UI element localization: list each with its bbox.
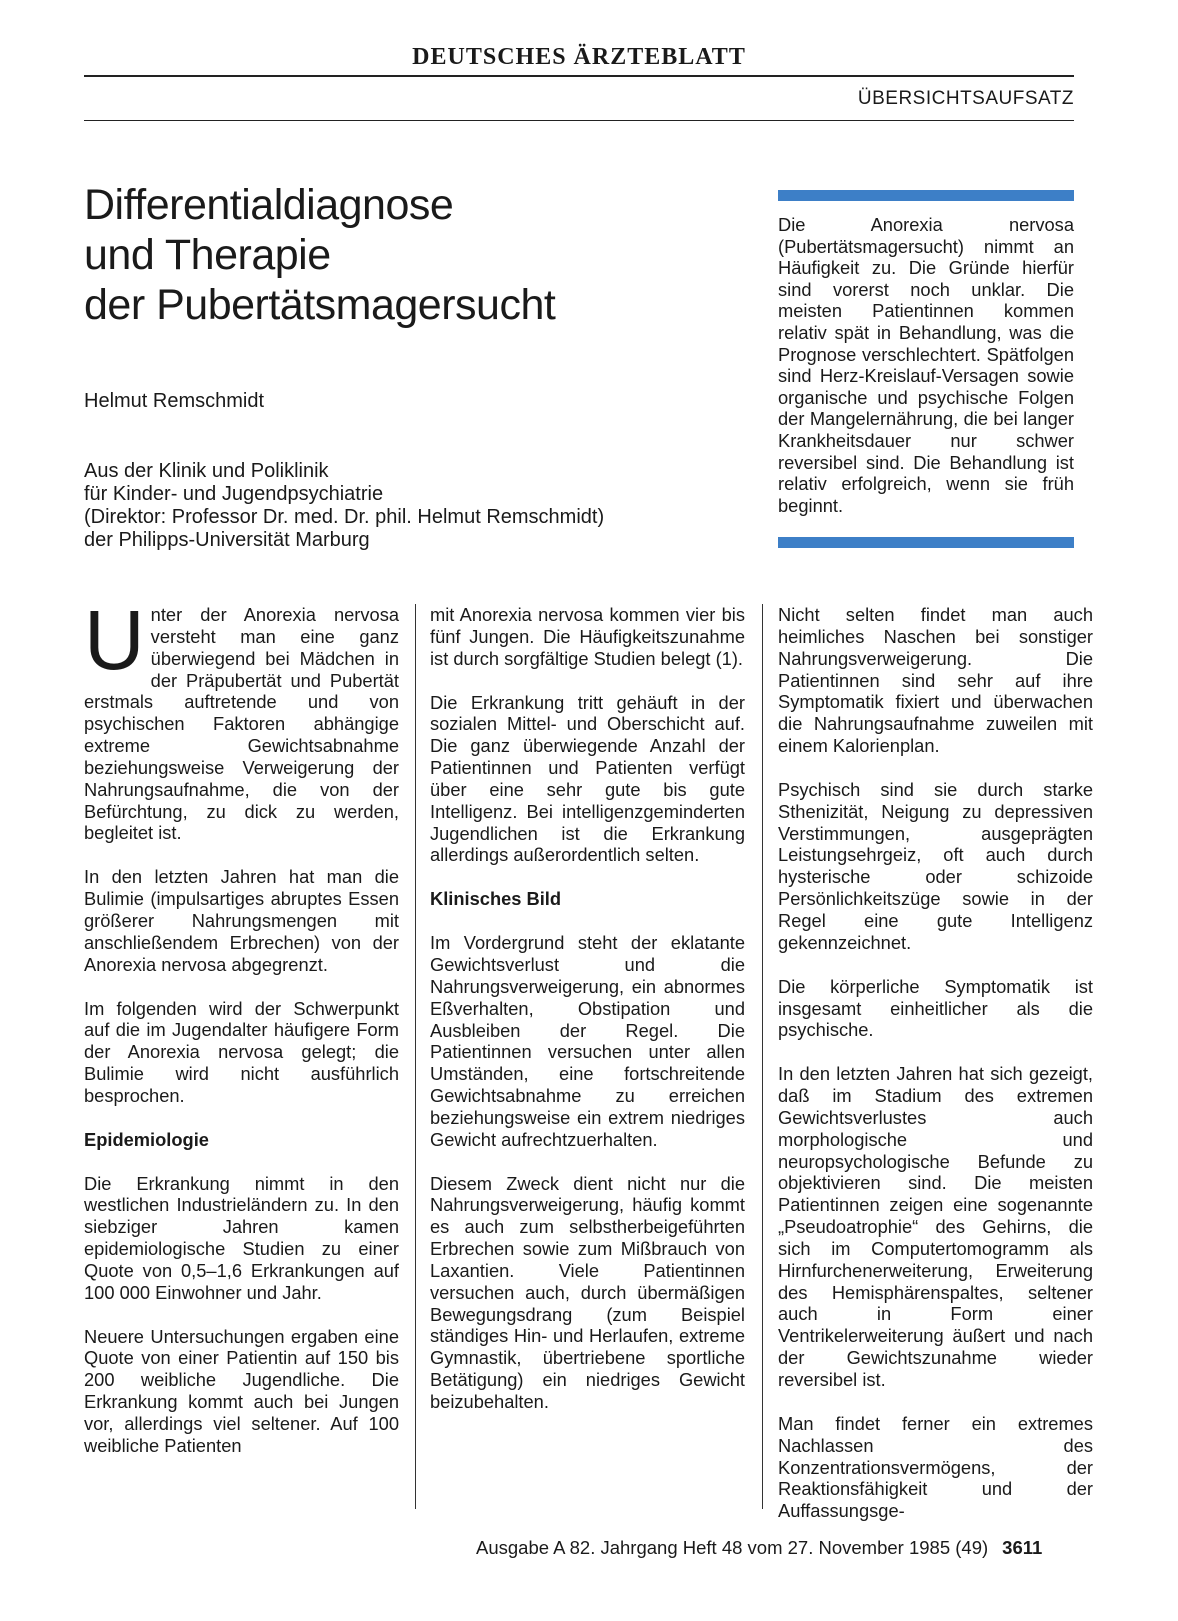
body-column-3 [778, 604, 1093, 1522]
abstract-bottom-bar [778, 537, 1074, 548]
paragraph: Im folgenden wird der Schwerpunkt auf die im Jugendalter häufigere Form der Anorexia nervosa gelegt; die Bulimie wird nicht ausführlich besprochen. [84, 997, 399, 1106]
paragraph: Psychisch sind sie durch starke Sthenizität, Neigung zu depressiven Verstimmungen, ausgeprägten Leistungsehrgeiz, oft auch durch hysterische oder schizoide Persönlichkeitszüge sowie in der Regel eine gute Intelligenz gekennzeichnet. [778, 778, 1093, 953]
title-line: Differentialdiagnose [84, 181, 454, 229]
journal-masthead: DEUTSCHES ÄRZTEBLATT [412, 44, 746, 70]
article-title [84, 180, 704, 330]
title-line: und Therapie [84, 231, 331, 279]
paragraph: In den letzten Jahren hat man die Bulimie (impulsartiges abruptes Essen größerer Nahrungsmengen mit anschließendem Erbrechen) von der Anorexia nervosa abgegrenzt. [84, 866, 399, 975]
masthead-rule [84, 75, 1074, 77]
issue-citation: Ausgabe A 82. Jahrgang Heft 48 vom 27. November 1985 (49) [476, 1537, 989, 1558]
column-divider [762, 604, 763, 1509]
paragraph: Die Erkrankung tritt gehäuft in der sozialen Mittel- und Oberschicht auf. Die ganz überwiegende Anzahl der Patientinnen und Patienten verfügt über eine sehr gute bis gute Intelligenz. Bei intelligenzgeminderten Jugendlichen ist die Erkrankung allerdings außerordentlich selten. [430, 691, 745, 866]
paragraph [84, 593, 399, 844]
page-number: 3611 [1002, 1537, 1043, 1558]
affiliation-line: für Kinder- und Jugendpsychiatrie [84, 483, 384, 505]
paragraph: Nicht selten findet man auch heimliches Naschen bei sonstiger Nahrungsverweigerung. Die Patientinnen sind sehr auf ihre Symptomatik fixiert und überwachen die Nahrungsaufnahme zuweilen mit einem Kalorienplan. [778, 604, 1093, 757]
paragraph: Man findet ferner ein extremes Nachlassen des Konzentrationsvermögens, der Reaktionsfähigkeit und der Auffassungsge- [778, 1412, 1093, 1522]
section-label: ÜBERSICHTSAUFSATZ [857, 88, 1074, 109]
abstract-text: Die Anorexia nervosa (Pubertätsmagersucht) nimmt an Häufigkeit zu. Die Gründe hierfür sind vorerst noch unklar. Die meisten Patientinnen kommen relativ spät in Behandlung, was die Prognose verschlechtert. Spätfolgen sind Herz-Kreislauf-Versagen sowie organische und psychische Folgen der Mangelernährung, die bei langer Krankheitsdauer nur schwer reversibel sind. Die Behandlung ist relativ erfolgreich, wenn sie früh beginnt. [778, 214, 1074, 516]
affiliation-line: (Direktor: Professor Dr. med. Dr. phil. Helmut Remschmidt) [84, 506, 605, 528]
section-heading: Klinisches Bild [430, 888, 562, 910]
abstract-top-bar [778, 190, 1074, 201]
paragraph: Die Erkrankung nimmt in den westlichen Industrieländern zu. In den siebziger Jahren kamen epidemiologische Studien zu einer Quote von 0,5–1,6 Erkrankungen auf 100 000 Einwohner und Jahr. [84, 1172, 399, 1303]
section-heading: Epidemiologie [84, 1128, 209, 1150]
paragraph: In den letzten Jahren hat sich gezeigt, daß im Stadium des extremen Gewichtsverlustes auch morphologische und neuropsychologische Befunde zu objektivieren sind. Die meisten Patientinnen zeigen eine sogenannte „Pseudoatrophie“ des Gehirns, die sich im Computertomogramm als Hirnfurchenerweiterung, Erweiterung des Hemisphärenspaltes, seltener auch in Form einer Ventrikelerweiterung äußert und nach der Gewichtszunahme wieder reversibel ist. [778, 1063, 1093, 1390]
paragraph: mit Anorexia nervosa kommen vier bis fünf Jungen. Die Häufigkeitszunahme ist durch sorgfältige Studien belegt (1). [430, 604, 745, 669]
title-line: der Pubertätsmagersucht [84, 281, 556, 329]
paragraph: Diesem Zweck dient nicht nur die Nahrungsverweigerung, häufig kommt es auch zum selbstherbeigeführten Erbrechen sowie zum Mißbrauch von Laxantien. Viele Patientinnen versuchen auch, durch übermäßigen Bewegungsdrang (zum Beispiel ständiges Hin- und Herlaufen, extreme Gymnastik, übertriebene sportliche Betätigung) ein niedriges Gewicht beizubehalten. [430, 1172, 745, 1412]
body-column-2 [430, 604, 745, 1413]
section-rule [84, 120, 1074, 121]
affiliation-line: der Philipps-Universität Marburg [84, 529, 370, 551]
affiliation [84, 460, 604, 552]
page-footer [476, 1537, 1042, 1559]
drop-cap: U [84, 593, 145, 687]
author-name: Helmut Remschmidt [84, 390, 265, 412]
paragraph: Die körperliche Symptomatik ist insgesamt einheitlicher als die psychische. [778, 975, 1093, 1041]
paragraph: Neuere Untersuchungen ergaben eine Quote von einer Patientin auf 150 bis 200 weibliche Jugendliche. Die Erkrankung kommt auch bei Jungen vor, allerdings viel seltener. Auf 100 weibliche Patienten [84, 1325, 399, 1456]
paragraph: Im Vordergrund steht der eklatante Gewichtsverlust und die Nahrungsverweigerung, ein abnormes Eßverhalten, Obstipation und Ausbleiben der Regel. Die Patientinnen versuchen unter allen Umständen, eine fortschreitende Gewichtsabnahme zu erreichen beziehungsweise ein extrem niedriges Gewicht aufrechtzuerhalten. [430, 932, 745, 1150]
paragraph-text: nter der Anorexia nervosa versteht man eine ganz überwiegend bei Mädchen in der Präpubertät und Pubertät erstmals auftretende und von psychischen Faktoren abhängige extreme Gewichtsabnahme beziehungsweise Verweigerung der Nahrungsaufnahme, die von der Befürchtung, zu dick zu werden, begleitet ist. [84, 604, 399, 844]
affiliation-line: Aus der Klinik und Poliklinik [84, 460, 329, 482]
body-column-1 [84, 593, 399, 1457]
column-divider [415, 604, 416, 1509]
